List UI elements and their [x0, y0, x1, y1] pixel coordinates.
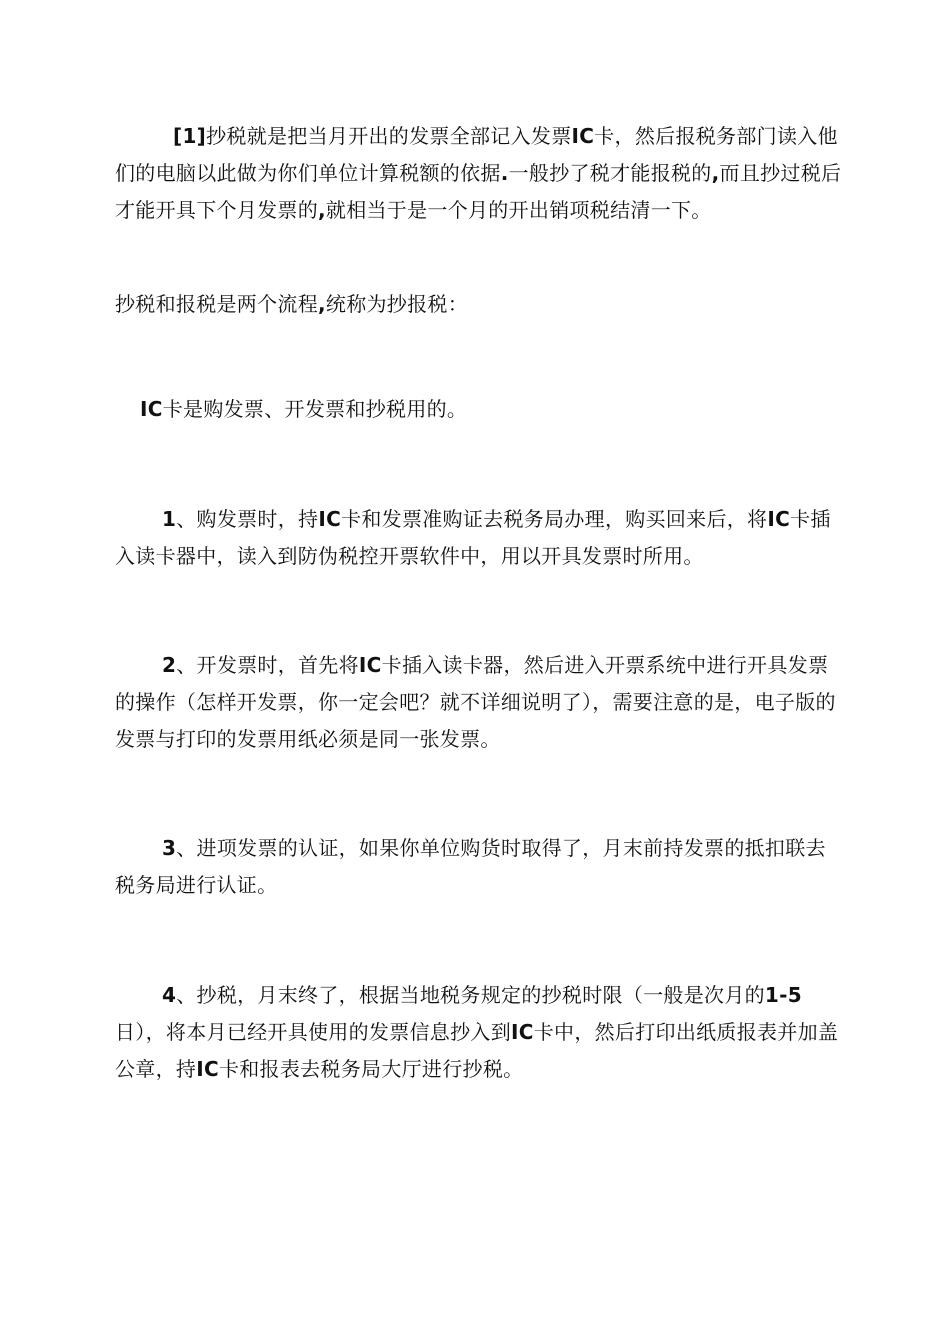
text: 、进项发票的认证，如果你单位购货时取得了，月末前持发票的抵扣联去税务局进行认证。 — [115, 836, 826, 897]
text: 就相当于是一个月的开出销项税结清一下。 — [325, 198, 712, 222]
paragraph-definition — [115, 118, 845, 229]
text: 卡，然后报税务部门读入他们的电脑以此做为你们单位计算税额的依据 — [115, 124, 838, 185]
text: 、购发票时，持 — [176, 507, 319, 531]
punctuation: . — [500, 161, 509, 185]
text: 抄税和报税是两个流程 — [115, 292, 318, 316]
step-number: 4 — [162, 983, 177, 1007]
ic-term: IC — [358, 653, 382, 677]
text: 而且抄过税后才能开具下个月发票的 — [115, 161, 842, 222]
paragraph-step-3 — [115, 830, 845, 904]
ic-term: IC — [767, 507, 791, 531]
ic-term: IC — [511, 1020, 534, 1044]
text: 卡是购发票、开发票和抄税用的。 — [162, 397, 468, 421]
text: 、抄税，月末终了，根据当地税务规定的抄税时限（一般是次月的 — [176, 983, 765, 1007]
text: 统称为抄报税： — [325, 292, 469, 316]
ic-term: IC — [571, 124, 595, 148]
punctuation: , — [318, 198, 326, 222]
text: 卡插入读卡器，然后进入开票系统中进行开具发票的操作（怎样开发票，你一定会吧？就不详细说明了），需要注意的是，电子版的发票与打印的发票用纸必须是同一张发票。 — [115, 653, 836, 751]
paragraph-intro — [115, 286, 845, 323]
text: 卡中，然后打印出纸质报表并加盖公章，持 — [115, 1020, 839, 1081]
text: 卡和发票准购证去税务局办理，购买回来后，将 — [341, 507, 768, 531]
text: 卡和报表去税务局大厅进行抄税。 — [218, 1057, 524, 1081]
step-number: 3 — [162, 836, 177, 860]
text: 抄税就是把当月开出的发票全部记入发票 — [206, 124, 572, 148]
ic-term: IC — [318, 507, 342, 531]
step-number: 1 — [162, 507, 177, 531]
ic-term: IC — [196, 1057, 219, 1081]
punctuation: , — [711, 161, 720, 185]
step-number: 2 — [162, 653, 177, 677]
text: 日），将本月已经开具使用的发票信息抄入到 — [115, 1020, 511, 1044]
text: 一般抄了税才能报税的 — [508, 161, 712, 185]
punctuation: , — [318, 292, 326, 316]
paragraph-ic-card — [115, 391, 845, 428]
paragraph-step-1 — [115, 501, 845, 575]
text: 卡插入读卡器中，读入到防伪税控开票软件中，用以开具发票时所用。 — [115, 507, 831, 568]
date-range: 1-5 — [764, 983, 802, 1007]
paragraph-step-2 — [115, 647, 845, 758]
text: 、开发票时，首先将 — [176, 653, 359, 677]
paragraph-step-4 — [115, 977, 845, 1088]
footnote-ref: [1] — [173, 124, 207, 148]
ic-term: IC — [140, 397, 163, 421]
